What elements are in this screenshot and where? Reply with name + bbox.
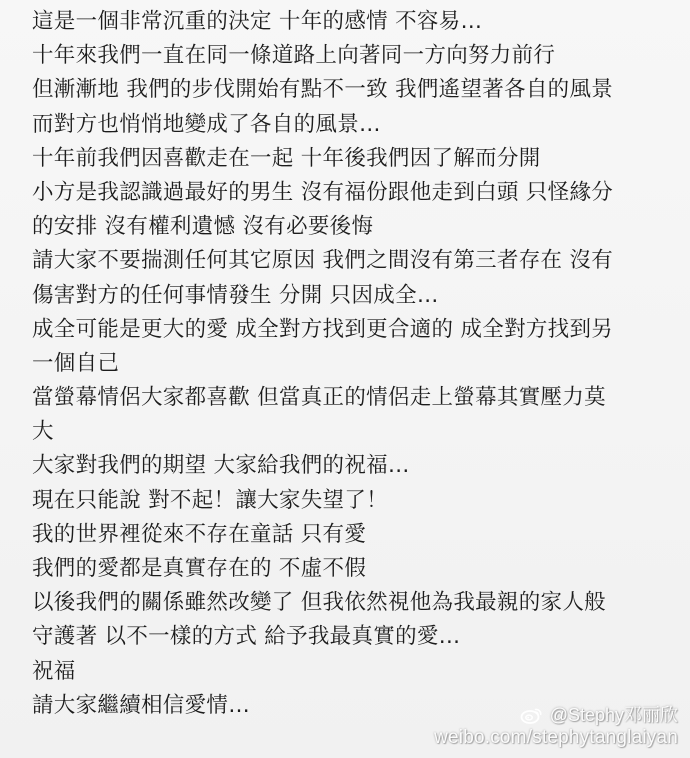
text-line: 而對方也悄悄地變成了各自的風景…	[32, 111, 381, 137]
watermark-handle-row	[398, 704, 678, 726]
text-line: 請大家繼續相信愛情…	[32, 692, 251, 718]
text-line: 十年前我們因喜歡走在一起 十年後我們因了解而分開	[32, 145, 541, 171]
text-line: 我的世界裡從來不存在童話 只有愛	[32, 521, 367, 547]
text-line: 成全可能是更大的愛 成全對方找到更合適的 成全對方找到另	[32, 316, 614, 342]
text-line: 這是一個非常沉重的決定 十年的感情 不容易…	[32, 9, 483, 34]
watermark-handle: @Stephy邓丽欣	[549, 705, 678, 725]
text-line: 傷害對方的任何事情發生 分開 只因成全…	[32, 282, 439, 308]
text-line: 大家對我們的期望 大家給我們的祝福…	[32, 453, 410, 479]
note-text	[32, 5, 672, 723]
watermark-url: weibo.com/stephytanglaiyan	[434, 727, 678, 748]
text-line: 以後我們的關係雖然改變了 但我依然視他為我最親的家人般	[32, 590, 606, 616]
text-line: 的安排 沒有權利遺憾 沒有必要後悔	[32, 214, 374, 240]
text-line: 當螢幕情侶大家都喜歡 但當真正的情侶走上螢幕其實壓力莫	[32, 385, 606, 411]
text-line: 祝福	[32, 658, 76, 684]
text-line: 現在只能說 對不起！讓大家失望了！	[32, 487, 388, 513]
text-line: 十年來我們一直在同一條道路上向著同一方向努力前行	[32, 43, 556, 69]
text-line: 小方是我認識過最好的男生 沒有福份跟他走到白頭 只怪緣分	[32, 179, 614, 205]
weibo-watermark	[398, 704, 678, 750]
text-line: 一個自己	[32, 350, 120, 376]
weibo-logo-icon	[520, 705, 544, 725]
text-line: 請大家不要揣測任何其它原因 我們之間沒有第三者存在 沒有	[32, 248, 614, 274]
text-line: 大	[32, 419, 54, 445]
text-line: 但漸漸地 我們的步伐開始有點不一致 我們遙望著各自的風景	[32, 77, 614, 103]
text-line: 守護著 以不一樣的方式 給予我最真實的愛…	[32, 624, 461, 650]
text-line: 我們的愛都是真實存在的 不虛不假	[32, 556, 367, 581]
